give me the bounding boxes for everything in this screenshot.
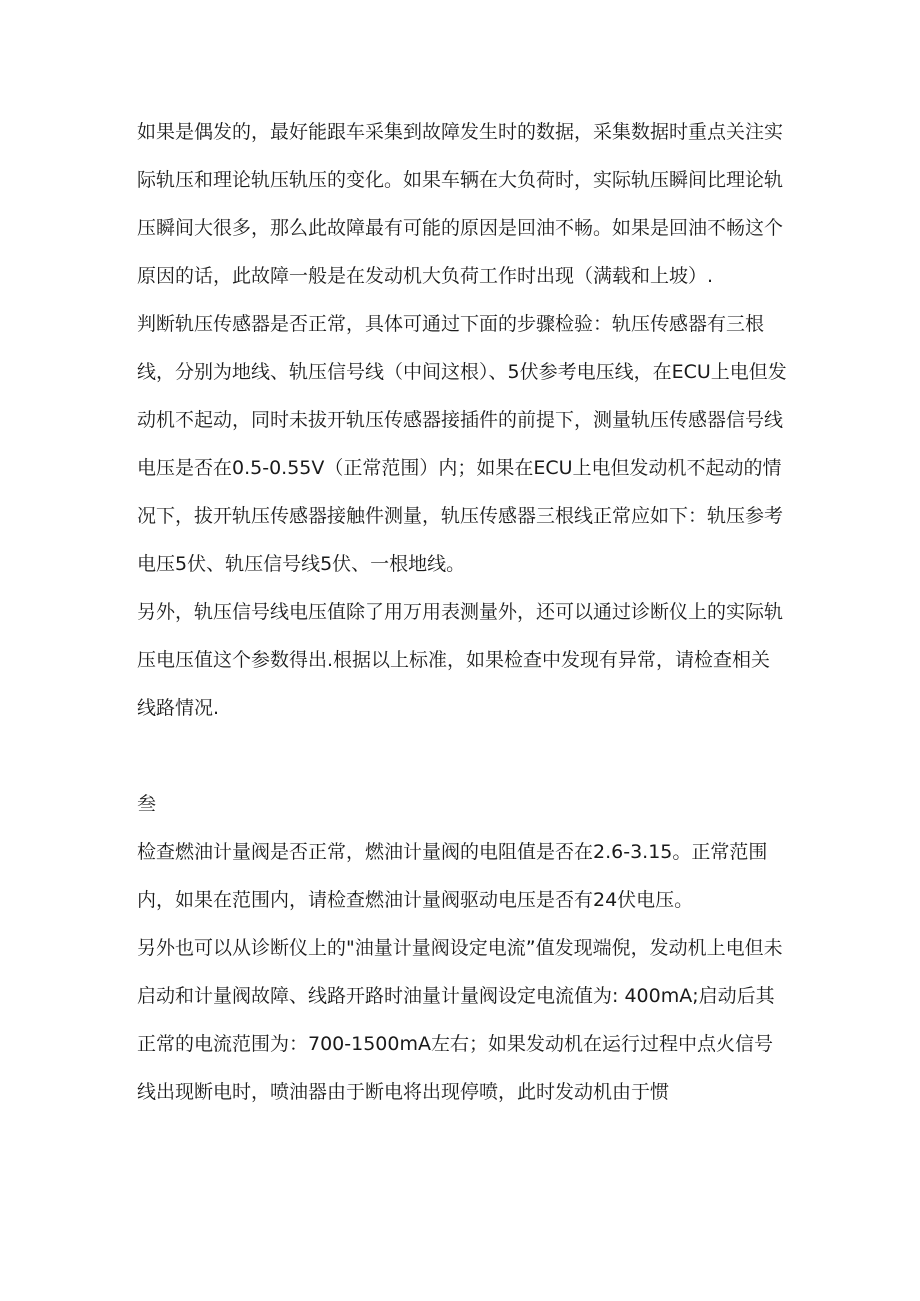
paragraph-metering-valve: 检查燃油计量阀是否正常，燃油计量阀的电阻值是否在2.6-3.15。正常范围内，如果在范围内，请检查燃油计量阀驱动电压是否有24伏电压。	[137, 841, 768, 911]
paragraph-intermittent-fault: 如果是偶发的，最好能跟车采集到故障发生时的数据，采集数据时重点关注实际轨压和理论轨压轨压的变化。如果车辆在大负荷时，实际轨压瞬间比理论轨压瞬间大很多，那么此故障最有可能的原因是回油不畅。如果是回油不畅这个原因的话，此故障一般是在发动机大负荷工作时出现（满载和上坡）.	[137, 121, 784, 287]
paragraph-rail-pressure-sensor: 判断轨压传感器是否正常，具体可通过下面的步骤检验：轨压传感器有三根线，分别为地线、轨压信号线（中间这根）、5伏参考电压线，在ECU上电但发动机不起动，同时未拔开轨压传感器接插件的前提下，测量轨压传感器信号线电压是否在0.5-0.55V（正常范围）内；如果在ECU上电但发动机不起动的情况下，拔开轨压传感器接触件测量，轨压传感器三根线正常应如下：轨压参考电压5伏、轨压信号线5伏、一根地线。	[137, 313, 787, 575]
paragraph-spacer	[137, 732, 787, 780]
paragraph-metering-current: 另外也可以从诊断仪上的"油量计量阀设定电流”值发现端倪，发动机上电但未启动和计量阀故障、线路开路时油量计量阀设定电流值为: 400mA;启动后其正常的电流范围为：700-1500mA左右；如果发动机在运行过程中点火信号线出现断电时，喷油器由于断电将出现停喷，此时发动机由于惯	[137, 937, 783, 1103]
paragraph-signal-voltage: 另外，轨压信号线电压值除了用万用表测量外，还可以通过诊断仪上的实际轨压电压值这个参数得出.根据以上标准，如果检查中发现有异常，请检查相关线路情况.	[137, 601, 784, 719]
section-heading: 叁	[137, 793, 157, 815]
document-body	[137, 108, 787, 1116]
